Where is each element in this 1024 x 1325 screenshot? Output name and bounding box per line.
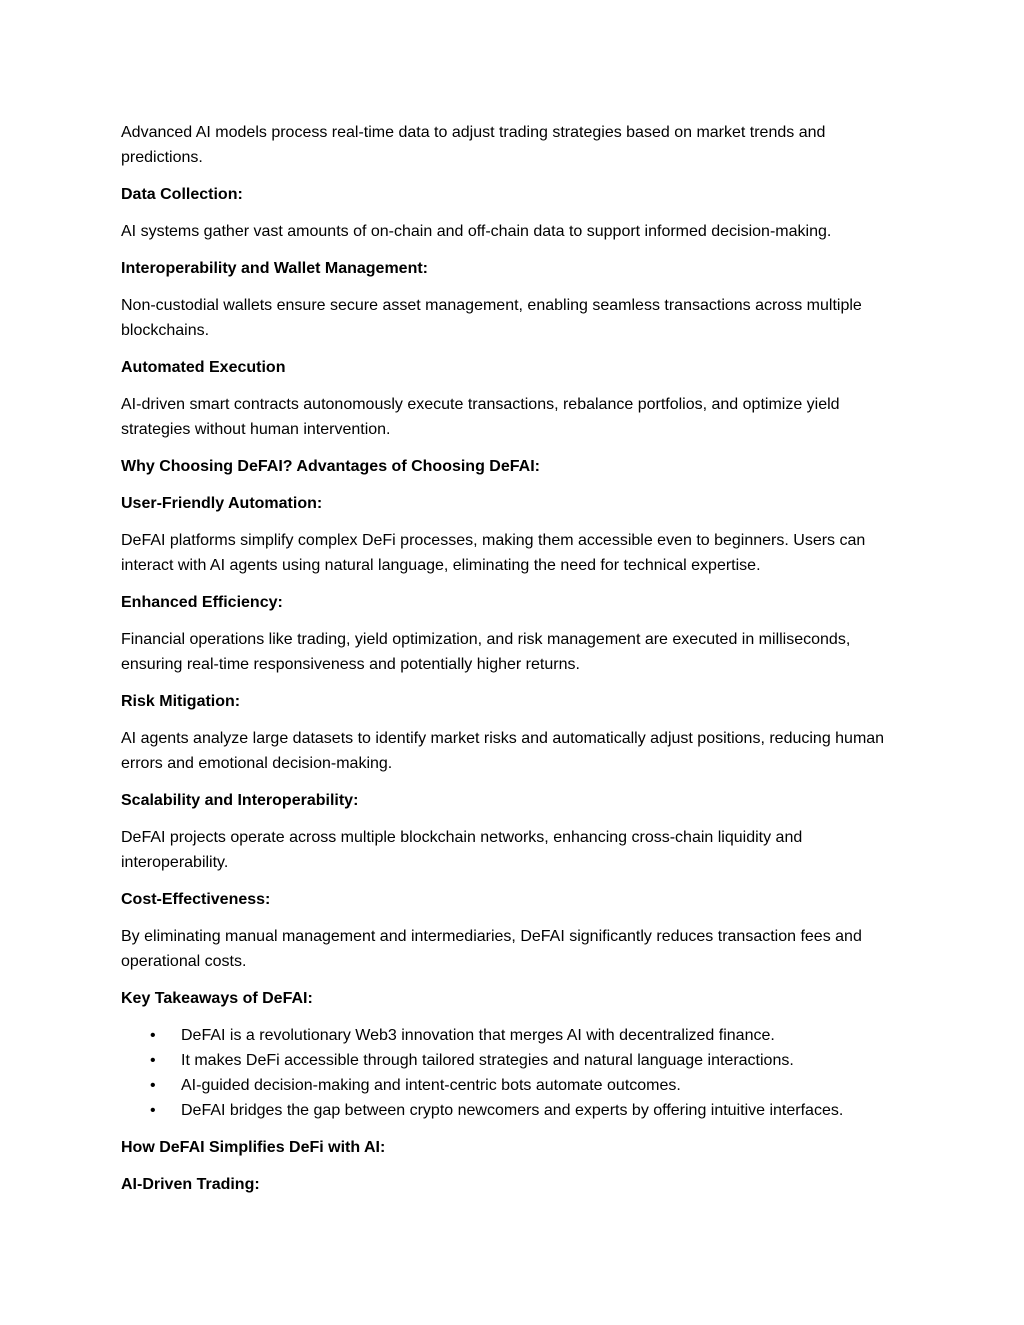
heading-interoperability-wallet: Interoperability and Wallet Management:: [121, 260, 429, 277]
intro-paragraph: Advanced AI models process real-time data to adjust trading strategies based on market trends and predictions.: [121, 124, 826, 166]
heading-scalability-interoperability: Scalability and Interoperability:: [121, 792, 359, 809]
key-takeaways-list: [121, 1023, 906, 1123]
list-item: [121, 1048, 906, 1073]
heading-enhanced-efficiency: Enhanced Efficiency:: [121, 594, 283, 611]
list-item-text: DeFAI bridges the gap between crypto newcomers and experts by offering intuitive interfaces.: [181, 1102, 844, 1119]
paragraph-user-friendly-automation: DeFAI platforms simplify complex DeFi processes, making them accessible even to beginners. Users can interact with AI agents using natural language, eliminating the need for technical expertise.: [121, 532, 866, 574]
heading-key-takeaways: Key Takeaways of DeFAI:: [121, 990, 313, 1007]
list-item-text: It makes DeFi accessible through tailored strategies and natural language interactions.: [181, 1052, 794, 1069]
heading-automated-execution: Automated Execution: [121, 359, 286, 376]
heading-how-defai-simplifies: How DeFAI Simplifies DeFi with AI:: [121, 1139, 386, 1156]
list-item: [121, 1073, 906, 1098]
list-item: [121, 1023, 906, 1048]
document-page: [121, 120, 906, 1209]
paragraph-data-collection: AI systems gather vast amounts of on-chain and off-chain data to support informed decision-making.: [121, 223, 832, 240]
paragraph-interoperability-wallet: Non-custodial wallets ensure secure asset management, enabling seamless transactions across multiple blockchains.: [121, 297, 862, 339]
heading-data-collection: Data Collection:: [121, 186, 243, 203]
paragraph-enhanced-efficiency: Financial operations like trading, yield optimization, and risk management are executed in milliseconds, ensuring real-time responsiveness and potentially higher returns.: [121, 631, 851, 673]
list-item: [121, 1098, 906, 1123]
list-item-text: DeFAI is a revolutionary Web3 innovation that merges AI with decentralized finance.: [181, 1027, 775, 1044]
bullet-icon: •: [150, 1077, 156, 1094]
paragraph-scalability-interoperability: DeFAI projects operate across multiple blockchain networks, enhancing cross-chain liquidity and interoperability.: [121, 829, 803, 871]
list-item-text: AI-guided decision-making and intent-centric bots automate outcomes.: [181, 1077, 681, 1094]
bullet-icon: •: [150, 1052, 156, 1069]
paragraph-cost-effectiveness: By eliminating manual management and intermediaries, DeFAI significantly reduces transaction fees and operational costs.: [121, 928, 862, 970]
heading-why-choosing-defai: Why Choosing DeFAI? Advantages of Choosing DeFAI:: [121, 458, 540, 475]
heading-ai-driven-trading: AI-Driven Trading:: [121, 1176, 260, 1193]
paragraph-automated-execution: AI-driven smart contracts autonomously execute transactions, rebalance portfolios, and optimize yield strategies without human intervention.: [121, 396, 840, 438]
bullet-icon: •: [150, 1102, 156, 1119]
heading-user-friendly-automation: User-Friendly Automation:: [121, 495, 323, 512]
paragraph-risk-mitigation: AI agents analyze large datasets to identify market risks and automatically adjust positions, reducing human errors and emotional decision-making.: [121, 730, 885, 772]
bullet-icon: •: [150, 1027, 156, 1044]
heading-cost-effectiveness: Cost-Effectiveness:: [121, 891, 271, 908]
heading-risk-mitigation: Risk Mitigation:: [121, 693, 241, 710]
